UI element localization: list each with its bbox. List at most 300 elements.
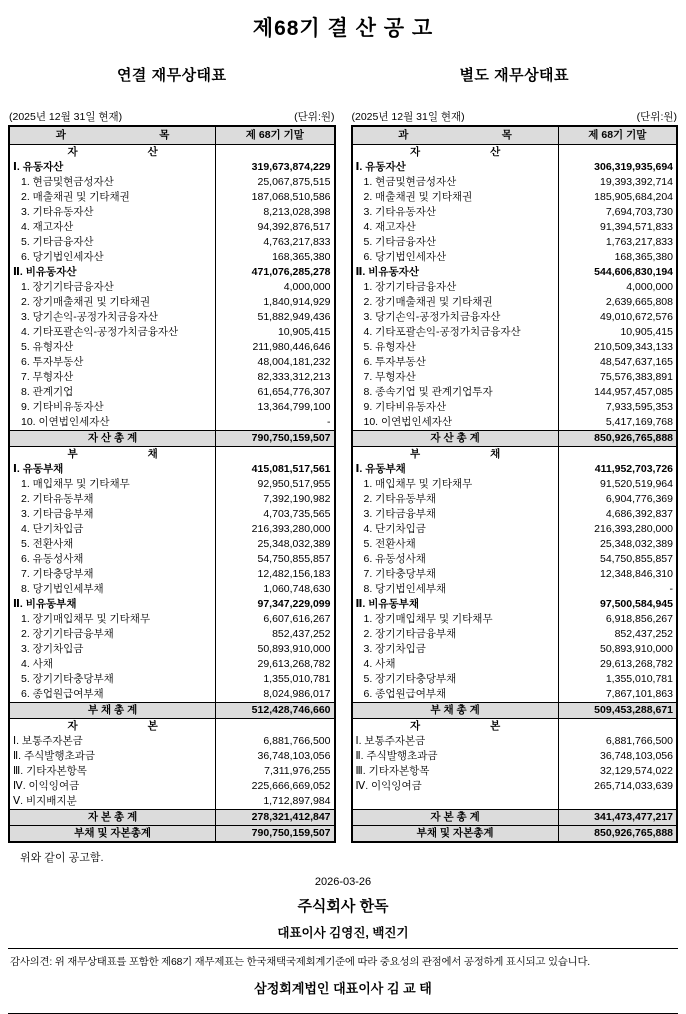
- amount-value: 61,654,776,307: [257, 386, 331, 398]
- table-header-row: [352, 126, 678, 145]
- amount-value: 25,348,032,389: [600, 538, 673, 550]
- amount-value: 12,348,846,310: [600, 568, 673, 580]
- amount-value: 341,473,477,217: [558, 810, 677, 826]
- amount-value: 50,893,910,000: [600, 643, 673, 655]
- amount-column-header: 제 68기 기말: [216, 126, 335, 145]
- separate-balance-sheet-block: [351, 42, 679, 843]
- amount-value: 6,881,766,500: [263, 735, 331, 747]
- amount-value: 225,666,669,052: [251, 780, 331, 792]
- account-label: 6. 당기법인세자산: [352, 250, 559, 265]
- account-label: 8. 당기법인세부채: [352, 582, 559, 597]
- table-row: [352, 687, 678, 703]
- account-label: 3. 장기차입금: [352, 642, 559, 657]
- account-label: 5. 기타금융자산: [9, 235, 216, 250]
- amount-value: 144,957,457,085: [594, 386, 673, 398]
- account-label: 4. 재고자산: [352, 220, 559, 235]
- account-label: 7. 무형자산: [352, 370, 559, 385]
- account-label: Ⅱ. 주식발행초과금: [352, 749, 559, 764]
- account-label: 자 산: [352, 145, 559, 161]
- amount-value: [216, 145, 335, 161]
- account-label: 1. 현금및현금성자산: [9, 175, 216, 190]
- amount-value: 6,607,616,267: [263, 613, 331, 625]
- amount-value: 36,748,103,056: [600, 750, 673, 762]
- amount-value: -: [669, 583, 673, 595]
- amount-value: 210,509,343,133: [594, 341, 673, 353]
- amount-value: 211,980,446,646: [252, 341, 331, 353]
- account-label: 1. 현금및현금성자산: [352, 175, 559, 190]
- amount-value: 6,881,766,500: [605, 735, 673, 747]
- table-row: [352, 265, 678, 280]
- table-row: [9, 462, 335, 477]
- table-row: [9, 612, 335, 627]
- account-label: 자 산 총 계: [9, 431, 216, 447]
- amount-value: 19,393,392,714: [600, 176, 673, 188]
- account-label: 2. 장기기타금융부채: [352, 627, 559, 642]
- table-row: [9, 507, 335, 522]
- table-row: [9, 220, 335, 235]
- account-label: 부 채: [9, 447, 216, 463]
- table-row: [352, 340, 678, 355]
- table-row: [9, 340, 335, 355]
- account-label: 부 채: [352, 447, 559, 463]
- table-row: [352, 250, 678, 265]
- table-row: [352, 160, 678, 175]
- amount-value: 29,613,268,782: [257, 658, 331, 670]
- amount-value: 6,904,776,369: [605, 493, 673, 505]
- table-row: [9, 295, 335, 310]
- table-row: [9, 310, 335, 325]
- table-row: [9, 250, 335, 265]
- account-label: 8. 당기법인세부채: [9, 582, 216, 597]
- amount-value: 8,213,028,398: [263, 206, 331, 218]
- amount-value: 4,763,217,833: [263, 236, 331, 248]
- table-row: [352, 507, 678, 522]
- account-label: 자 본: [9, 719, 216, 735]
- table-row: [352, 582, 678, 597]
- account-label: 6. 종업원급여부채: [9, 687, 216, 703]
- account-label: Ⅰ. 유동부채: [9, 462, 216, 477]
- amount-value: 265,714,033,639: [594, 780, 673, 792]
- account-label: 1. 장기매입채무 및 기타채무: [9, 612, 216, 627]
- account-label: 자 본: [352, 719, 559, 735]
- amount-value: 48,004,181,232: [257, 356, 331, 368]
- account-label: 5. 유형자산: [9, 340, 216, 355]
- account-label: 자 산: [9, 145, 216, 161]
- amount-value: 25,348,032,389: [257, 538, 331, 550]
- amount-value: 1,355,010,781: [605, 673, 673, 685]
- amount-value: 1,840,914,929: [263, 296, 331, 308]
- table-row: [352, 764, 678, 779]
- table-row: [9, 687, 335, 703]
- table-row: [9, 431, 335, 447]
- account-label: 8. 종속기업 및 관계기업투자: [352, 385, 559, 400]
- table-row: [352, 734, 678, 749]
- table-row: [352, 431, 678, 447]
- amount-value: 187,068,510,586: [251, 191, 331, 203]
- account-label: 1. 장기기타금융자산: [9, 280, 216, 295]
- account-label: 3. 기타금융부채: [352, 507, 559, 522]
- separate-sheet-title: 별도 재무상태표: [459, 67, 570, 84]
- amount-value: 48,547,637,165: [600, 356, 673, 368]
- amount-value: 5,417,169,768: [605, 416, 673, 428]
- amount-value: 54,750,855,857: [257, 553, 331, 565]
- amount-value: [558, 145, 677, 161]
- table-row: [9, 582, 335, 597]
- amount-value: 97,347,229,099: [257, 598, 331, 610]
- table-row: [9, 415, 335, 431]
- account-label: 6. 투자부동산: [352, 355, 559, 370]
- table-row: [352, 642, 678, 657]
- account-label: 3. 기타유동자산: [9, 205, 216, 220]
- account-label: 5. 기타금융자산: [352, 235, 559, 250]
- amount-value: 471,076,285,278: [251, 266, 331, 278]
- table-row: [352, 175, 678, 190]
- account-label: 6. 투자부동산: [9, 355, 216, 370]
- account-label: 6. 유동성사채: [352, 552, 559, 567]
- auditor-name: 삼정회계법인 대표이사 김 교 태: [254, 981, 432, 996]
- account-label: 1. 장기기타금융자산: [352, 280, 559, 295]
- account-label: 자 본 총 계: [9, 810, 216, 826]
- table-row: [352, 447, 678, 463]
- table-row: [9, 734, 335, 749]
- account-label: 1. 매입채무 및 기타채무: [9, 477, 216, 492]
- table-row: [352, 810, 678, 826]
- account-label: Ⅰ. 보통주자본금: [352, 734, 559, 749]
- amount-value: -: [327, 416, 331, 428]
- table-row: [9, 447, 335, 463]
- amount-value: 411,952,703,726: [594, 463, 673, 475]
- account-label: 부채 및 자본총계: [352, 826, 559, 843]
- account-label: Ⅱ. 비유동부채: [352, 597, 559, 612]
- table-row: [9, 672, 335, 687]
- table-row: [352, 190, 678, 205]
- amount-value: 7,933,595,353: [605, 401, 673, 413]
- amount-value: 49,010,672,576: [600, 311, 673, 323]
- account-label: 4. 사채: [9, 657, 216, 672]
- account-label: 9. 기타비유동자산: [9, 400, 216, 415]
- account-label: Ⅳ. 이익잉여금: [352, 779, 559, 794]
- as-of-date-note: (2025년 12월 31일 현재): [9, 111, 123, 123]
- table-row: [352, 749, 678, 764]
- account-label: 2. 기타유동부채: [9, 492, 216, 507]
- table-row: [352, 235, 678, 250]
- table-row: [352, 719, 678, 735]
- table-row: [9, 642, 335, 657]
- table-row: [352, 703, 678, 719]
- table-row: [9, 160, 335, 175]
- table-row: [9, 385, 335, 400]
- account-label: 2. 매출채권 및 기타채권: [9, 190, 216, 205]
- account-label: 5. 장기기타충당부채: [9, 672, 216, 687]
- amount-value: 1,712,897,984: [263, 795, 331, 807]
- table-row: [9, 794, 335, 810]
- account-label: 6. 유동성사채: [9, 552, 216, 567]
- amount-value: 4,703,735,565: [263, 508, 331, 520]
- amount-value: 51,882,949,436: [257, 311, 331, 323]
- amount-value: 50,893,910,000: [257, 643, 331, 655]
- account-label: 2. 매출채권 및 기타채권: [352, 190, 559, 205]
- table-row: [9, 537, 335, 552]
- account-label: 부채 및 자본총계: [9, 826, 216, 843]
- amount-value: 75,576,383,891: [600, 371, 673, 383]
- table-row: [352, 280, 678, 295]
- table-row: [352, 794, 678, 810]
- amount-value: 852,437,252: [272, 628, 331, 640]
- table-row: [9, 703, 335, 719]
- amount-value: 82,333,312,213: [257, 371, 331, 383]
- account-label: 2. 장기매출채권 및 기타채권: [352, 295, 559, 310]
- amount-value: 8,024,986,017: [263, 688, 331, 700]
- table-row: [9, 552, 335, 567]
- table-row: [352, 400, 678, 415]
- account-label: 1. 장기매입채무 및 기타채무: [352, 612, 559, 627]
- table-row: [9, 190, 335, 205]
- table-row: [352, 597, 678, 612]
- table-row: [352, 355, 678, 370]
- amount-value: 4,000,000: [283, 281, 331, 293]
- account-label: Ⅲ. 기타자본항목: [352, 764, 559, 779]
- balance-sheets-container: [8, 42, 678, 843]
- table-row: [9, 235, 335, 250]
- account-label: 부 채 총 계: [352, 703, 559, 719]
- amount-value: 2,639,665,808: [605, 296, 673, 308]
- table-row: [352, 295, 678, 310]
- amount-value: 29,613,268,782: [600, 658, 673, 670]
- amount-value: 7,867,101,863: [605, 688, 673, 700]
- account-label: 4. 단기차입금: [9, 522, 216, 537]
- account-label: 2. 기타유동부채: [352, 492, 559, 507]
- table-row: [352, 370, 678, 385]
- as-of-date-note: (2025년 12월 31일 현재): [351, 111, 465, 123]
- amount-value: 415,081,517,561: [251, 463, 331, 475]
- account-label: 3. 장기차입금: [9, 642, 216, 657]
- amount-value: 306,319,935,694: [594, 161, 673, 173]
- account-label: 4. 재고자산: [9, 220, 216, 235]
- account-label: 자 본 총 계: [352, 810, 559, 826]
- account-label: 5. 장기기타충당부채: [352, 672, 559, 687]
- account-label: 5. 전환사채: [9, 537, 216, 552]
- table-row: [9, 400, 335, 415]
- amount-value: 1,060,748,630: [263, 583, 331, 595]
- amount-value: [216, 719, 335, 735]
- amount-value: 4,000,000: [626, 281, 673, 293]
- table-row: [352, 310, 678, 325]
- table-row: [352, 826, 678, 843]
- account-label: 8. 관계기업: [9, 385, 216, 400]
- table-row: [9, 205, 335, 220]
- amount-value: 509,453,288,671: [558, 703, 677, 719]
- table-row: [352, 672, 678, 687]
- account-label: 7. 기타충당부채: [352, 567, 559, 582]
- amount-value: 278,321,412,847: [216, 810, 335, 826]
- account-label: Ⅱ. 비유동자산: [9, 265, 216, 280]
- account-label: 6. 종업원급여부채: [352, 687, 559, 703]
- separate-balance-sheet-table: [351, 125, 679, 843]
- unit-note: (단위:원): [636, 111, 677, 123]
- table-row: [9, 175, 335, 190]
- account-label: Ⅰ. 유동자산: [352, 160, 559, 175]
- amount-value: 10,905,415: [277, 326, 331, 338]
- table-row: [9, 749, 335, 764]
- amount-value: 216,393,280,000: [251, 523, 331, 535]
- amount-value: [558, 719, 677, 735]
- table-row: [9, 810, 335, 826]
- amount-value: [558, 447, 677, 463]
- announcement-date: 2026-03-26: [314, 876, 372, 888]
- account-label: 7. 무형자산: [9, 370, 216, 385]
- amount-value: 1,763,217,833: [605, 236, 673, 248]
- page-title: 제68기 결 산 공 고: [252, 17, 434, 40]
- amount-value: 10,905,415: [620, 326, 673, 338]
- account-label: 4. 기타포괄손익-공정가치금융자산: [9, 325, 216, 340]
- amount-value: 6,918,856,267: [605, 613, 673, 625]
- amount-value: 54,750,855,857: [600, 553, 673, 565]
- amount-value: 185,905,684,204: [594, 191, 673, 203]
- separate-sheet-meta: [351, 109, 679, 125]
- announcement-note: 위와 같이 공고함.: [20, 852, 104, 864]
- amount-value: 544,606,830,194: [594, 266, 673, 278]
- table-row: [9, 325, 335, 340]
- amount-value: 168,365,380: [614, 251, 673, 263]
- amount-value: 7,311,976,255: [264, 765, 331, 777]
- table-row: [9, 265, 335, 280]
- account-label: 자 산 총 계: [352, 431, 559, 447]
- amount-value: 790,750,159,507: [216, 431, 335, 447]
- account-label: 3. 당기손익-공정가치금융자산: [9, 310, 216, 325]
- account-label: 1. 매입채무 및 기타채무: [352, 477, 559, 492]
- account-label: 4. 사채: [352, 657, 559, 672]
- amount-value: 1,355,010,781: [263, 673, 331, 685]
- table-row: [352, 477, 678, 492]
- table-row: [9, 280, 335, 295]
- table-row: [9, 370, 335, 385]
- table-row: [9, 355, 335, 370]
- account-label: 6. 당기법인세자산: [9, 250, 216, 265]
- table-row: [352, 220, 678, 235]
- table-row: [352, 567, 678, 582]
- amount-value: 36,748,103,056: [257, 750, 331, 762]
- account-label: [352, 794, 559, 810]
- account-label: 4. 기타포괄손익-공정가치금융자산: [352, 325, 559, 340]
- company-name: 주식회사 한독: [297, 898, 389, 915]
- table-row: [352, 325, 678, 340]
- account-label: Ⅴ. 비지배지분: [9, 794, 216, 810]
- amount-value: 12,482,156,183: [257, 568, 331, 580]
- account-label: 9. 기타비유동자산: [352, 400, 559, 415]
- table-row: [9, 657, 335, 672]
- amount-value: 512,428,746,660: [216, 703, 335, 719]
- table-row: [352, 552, 678, 567]
- table-row: [9, 779, 335, 794]
- table-row: [9, 567, 335, 582]
- table-row: [352, 462, 678, 477]
- amount-value: 32,129,574,022: [600, 765, 673, 777]
- account-label: 3. 기타금융부채: [9, 507, 216, 522]
- amount-value: 97,500,584,945: [600, 598, 673, 610]
- account-label: 부 채 총 계: [9, 703, 216, 719]
- account-label: 10. 이연법인세자산: [352, 415, 559, 431]
- account-label: Ⅱ. 비유동부채: [9, 597, 216, 612]
- consolidated-balance-sheet-block: [8, 42, 336, 843]
- table-row: [352, 522, 678, 537]
- account-column-header: 과 목: [352, 126, 559, 145]
- table-row: [352, 205, 678, 220]
- table-row: [352, 779, 678, 794]
- amount-value: 91,520,519,964: [600, 478, 673, 490]
- amount-value: 4,686,392,837: [605, 508, 673, 520]
- table-row: [9, 522, 335, 537]
- account-column-header: 과 목: [9, 126, 216, 145]
- amount-value: [216, 447, 335, 463]
- account-label: 2. 장기매출채권 및 기타채권: [9, 295, 216, 310]
- consolidated-balance-sheet-table: [8, 125, 336, 843]
- amount-value: 216,393,280,000: [594, 523, 673, 535]
- table-row: [9, 764, 335, 779]
- account-label: 3. 당기손익-공정가치금융자산: [352, 310, 559, 325]
- account-label: Ⅰ. 유동자산: [9, 160, 216, 175]
- audit-opinion: 감사의견: 위 재무상태표를 포함한 제68기 재무제표는 한국채택국제회계기준에 따라 중요성의 관점에서 공정하게 표시되고 있습니다.: [10, 957, 590, 968]
- amount-column-header: 제 68기 기말: [558, 126, 677, 145]
- table-row: [352, 627, 678, 642]
- account-label: 10. 이연법인세자산: [9, 415, 216, 431]
- amount-value: [558, 794, 677, 810]
- amount-value: 13,364,799,100: [257, 401, 331, 413]
- ceo-names: 대표이사 김영진, 백진기: [277, 926, 409, 940]
- table-row: [352, 415, 678, 431]
- amount-value: 790,750,159,507: [216, 826, 335, 843]
- table-row: [9, 477, 335, 492]
- account-label: Ⅲ. 기타자본항목: [9, 764, 216, 779]
- account-label: 3. 기타유동자산: [352, 205, 559, 220]
- table-row: [9, 826, 335, 843]
- amount-value: 319,673,874,229: [251, 161, 331, 173]
- table-row: [352, 612, 678, 627]
- account-label: 7. 기타충당부채: [9, 567, 216, 582]
- account-label: 2. 장기기타금융부채: [9, 627, 216, 642]
- table-row: [9, 492, 335, 507]
- table-row: [9, 719, 335, 735]
- amount-value: 7,392,190,982: [263, 493, 331, 505]
- account-label: Ⅰ. 유동부채: [352, 462, 559, 477]
- table-row: [352, 657, 678, 672]
- amount-value: 852,437,252: [614, 628, 673, 640]
- account-label: Ⅱ. 비유동자산: [352, 265, 559, 280]
- table-row: [9, 597, 335, 612]
- table-row: [9, 627, 335, 642]
- amount-value: 92,950,517,955: [257, 478, 331, 490]
- amount-value: 91,394,571,833: [600, 221, 673, 233]
- table-row: [352, 492, 678, 507]
- table-row: [352, 145, 678, 161]
- consolidated-sheet-meta: [8, 109, 336, 125]
- table-row: [352, 537, 678, 552]
- table-header-row: [9, 126, 335, 145]
- account-label: 4. 단기차입금: [352, 522, 559, 537]
- amount-value: 168,365,380: [272, 251, 331, 263]
- amount-value: 94,392,876,517: [257, 221, 331, 233]
- amount-value: 850,926,765,888: [558, 826, 677, 843]
- amount-value: 7,694,703,730: [605, 206, 673, 218]
- account-label: Ⅱ. 주식발행초과금: [9, 749, 216, 764]
- account-label: Ⅰ. 보통주자본금: [9, 734, 216, 749]
- amount-value: 25,067,875,515: [257, 176, 331, 188]
- account-label: Ⅳ. 이익잉여금: [9, 779, 216, 794]
- amount-value: 850,926,765,888: [558, 431, 677, 447]
- table-row: [352, 385, 678, 400]
- account-label: 5. 전환사채: [352, 537, 559, 552]
- account-label: 5. 유형자산: [352, 340, 559, 355]
- unit-note: (단위:원): [294, 111, 335, 123]
